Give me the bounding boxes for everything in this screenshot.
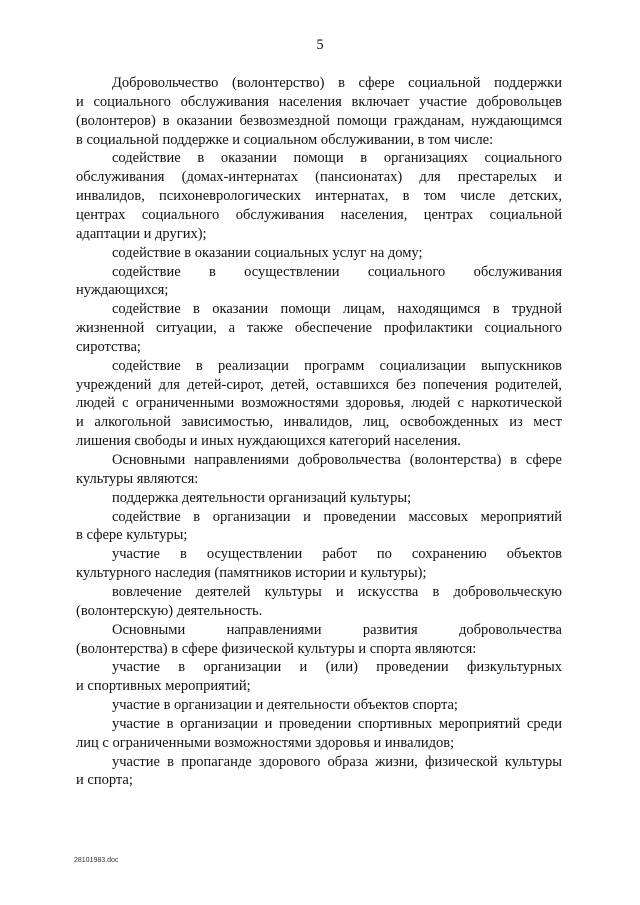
text-line: культурного наследия (памятников истории и культуры); [76,565,427,582]
text-line: и спорта; [76,772,133,789]
text-line: Добровольчество (волонтерство) в сфере социальной поддержки [112,75,562,91]
text-line: содействие в оказании социальных услуг на дому; [112,244,423,261]
text-line: инвалидов, психоневрологических интернатах, в том числе детских, [76,188,562,205]
text-line: участие в осуществлении работ по сохранению объектов [112,546,562,563]
text-line: лиц с ограниченными возможностями здоровья и инвалидов; [76,734,455,751]
text-line: в социальной поддержке и социальном обслуживании, в том числе: [76,131,494,148]
text-line: нуждающихся; [76,282,169,299]
text-line: содействие в оказании помощи лицам, находящимся в трудной [112,301,562,318]
page-number: 5 [316,37,324,53]
text-line: содействие в реализации программ социализации выпускников [112,357,562,374]
text-line: сиротства; [76,338,141,355]
text-line: участие в организации и деятельности объектов спорта; [112,697,458,714]
text-line: Основными направлениями развития добровольчества [112,621,562,638]
text-line: центрах социального обслуживания населения, центрах социальной [76,206,562,223]
text-line: (волонтеров) в оказании безвозмездной помощи гражданам, нуждающимся [76,112,562,129]
text-line: содействие в оказании помощи в организациях социального [112,150,562,167]
text-line: жизненной ситуации, а также обеспечение профилактики социального [76,320,562,337]
text-line: (волонтерства) в сфере физической культуры и спорта являются: [76,640,477,657]
text-line: людей с ограниченными возможностями здоровья, людей с наркотической [76,395,562,412]
text-line: содействие в организации и проведении массовых мероприятий [112,508,562,525]
text-line: и алкогольной зависимостью, инвалидов, лиц, освобожденных из мест [76,414,562,431]
text-line: и спортивных мероприятий; [76,678,251,695]
text-line: участие в организации и (или) проведении физкультурных [112,659,562,676]
text-line: лишения свободы и иных нуждающихся категорий населения. [76,433,461,450]
text-line: и социального обслуживания населения включает участие добровольцев [76,93,562,110]
text-line: участие в организации и проведении спортивных мероприятий среди [112,715,562,732]
text-line: участие в пропаганде здорового образа жизни, физической культуры [112,753,562,770]
text-line: учреждений для детей-сирот, детей, оставшихся без попечения родителей, [76,376,562,393]
text-line: вовлечение деятелей культуры и искусства в добровольческую [112,583,562,600]
text-line: обслуживания (домах-интернатах (пансионатах) для престарелых и [76,169,562,186]
text-line: Основными направлениями добровольчества (волонтерства) в сфере [112,452,562,468]
text-line: в сфере культуры; [76,527,188,544]
text-line: адаптации и других); [76,225,207,242]
text-line: (волонтерскую) деятельность. [76,602,263,619]
file-name-footer: 28101983.doc [74,857,119,864]
text-line: поддержка деятельности организаций культуры; [112,489,412,506]
text-line: содействие в осуществлении социального обслуживания [112,263,562,280]
text-line: культуры являются: [76,470,199,487]
